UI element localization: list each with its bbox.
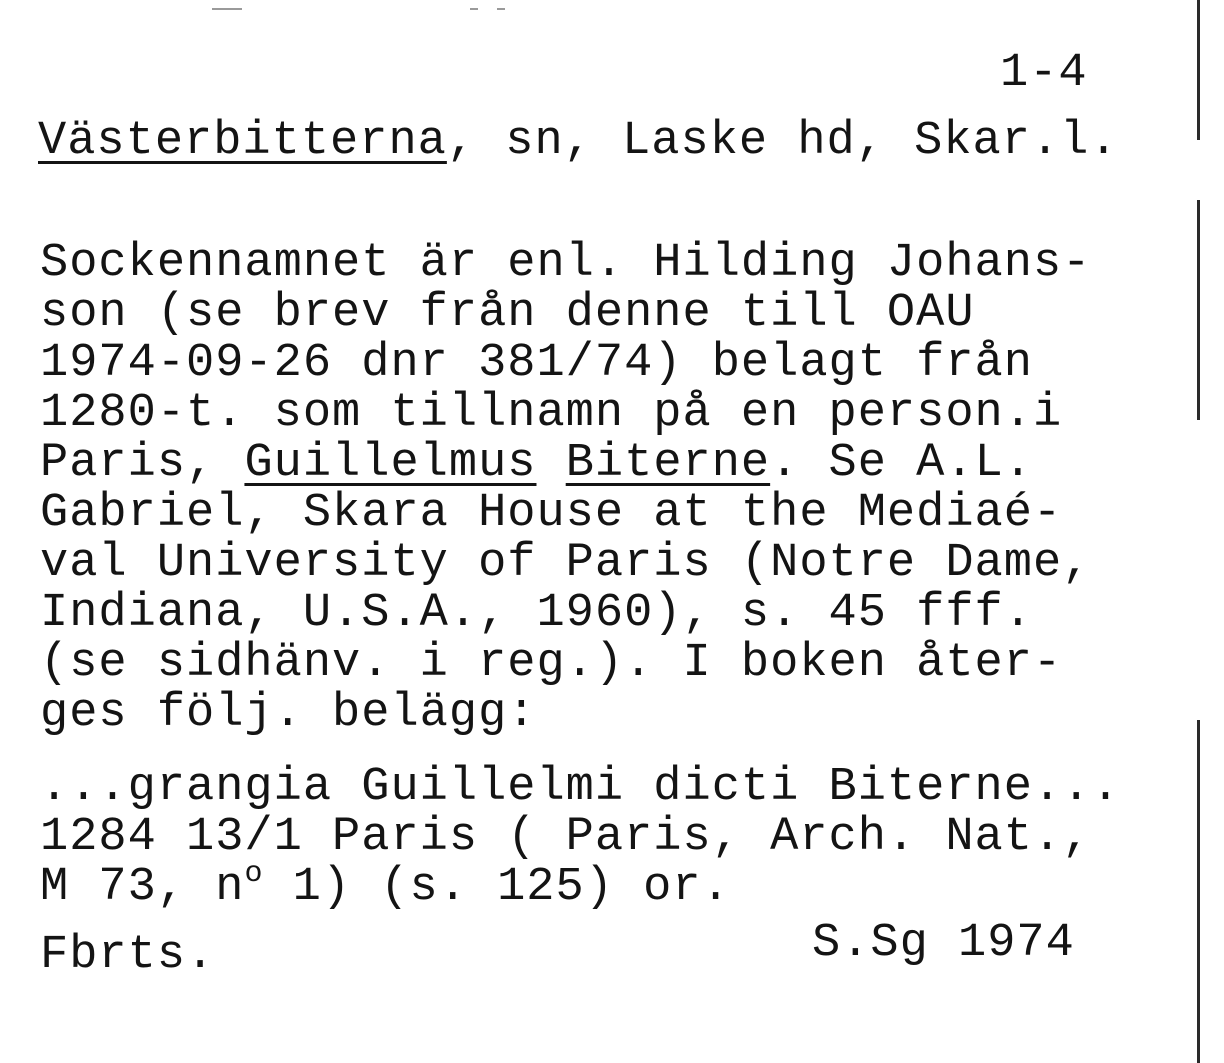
paragraph-line: val University of Paris (Notre Dame,	[40, 537, 1092, 590]
scan-mark	[470, 8, 478, 10]
quote-line: 1284 13/1 Paris ( Paris, Arch. Nat.,	[40, 811, 1092, 864]
initials: Fbrts.	[40, 929, 216, 982]
card-number: 1-4	[1000, 47, 1088, 100]
card-edge-gap	[1197, 140, 1200, 200]
card-edge-gap	[1197, 420, 1200, 720]
paragraph-line: Sockennamnet är enl. Hilding Johans-	[40, 237, 1092, 290]
place-name: Västerbitterna	[38, 115, 447, 168]
paragraph-line: 1280-t. som tillnamn på en person.i	[40, 387, 1063, 440]
paragraph-text	[536, 437, 565, 490]
paragraph-text: Paris,	[40, 437, 245, 490]
quote-line: ...grangia Guillelmi dicti Biterne...	[40, 761, 1121, 814]
paragraph-line: (se sidhänv. i reg.). I boken åter-	[40, 637, 1063, 690]
underlined-name: Guillelmus	[244, 437, 537, 490]
paragraph-line	[40, 438, 1033, 490]
quote-line	[40, 857, 731, 918]
place-details: , sn, Laske hd, Skar.l.	[446, 115, 1119, 168]
scan-mark	[212, 8, 242, 10]
paragraph-line: son (se brev från denne till OAU	[40, 287, 975, 340]
paragraph-line: Indiana, U.S.A., 1960), s. 45 fff.	[40, 587, 1033, 640]
paragraph-line: Gabriel, Skara House at the Mediaé-	[40, 487, 1063, 540]
quote-text: M 73, n	[40, 861, 245, 914]
card-heading	[38, 116, 1119, 168]
underlined-name: Biterne	[565, 437, 771, 490]
quote-text: 1) (s. 125) or.	[263, 861, 731, 914]
scan-mark	[497, 8, 505, 10]
signature: S.Sg 1974	[812, 917, 1075, 970]
paragraph-text: . Se A.L.	[770, 437, 1033, 490]
superscript: o	[244, 857, 264, 891]
paragraph-line: 1974-09-26 dnr 381/74) belagt från	[40, 337, 1033, 390]
paragraph-line: ges följ. belägg:	[40, 687, 537, 740]
